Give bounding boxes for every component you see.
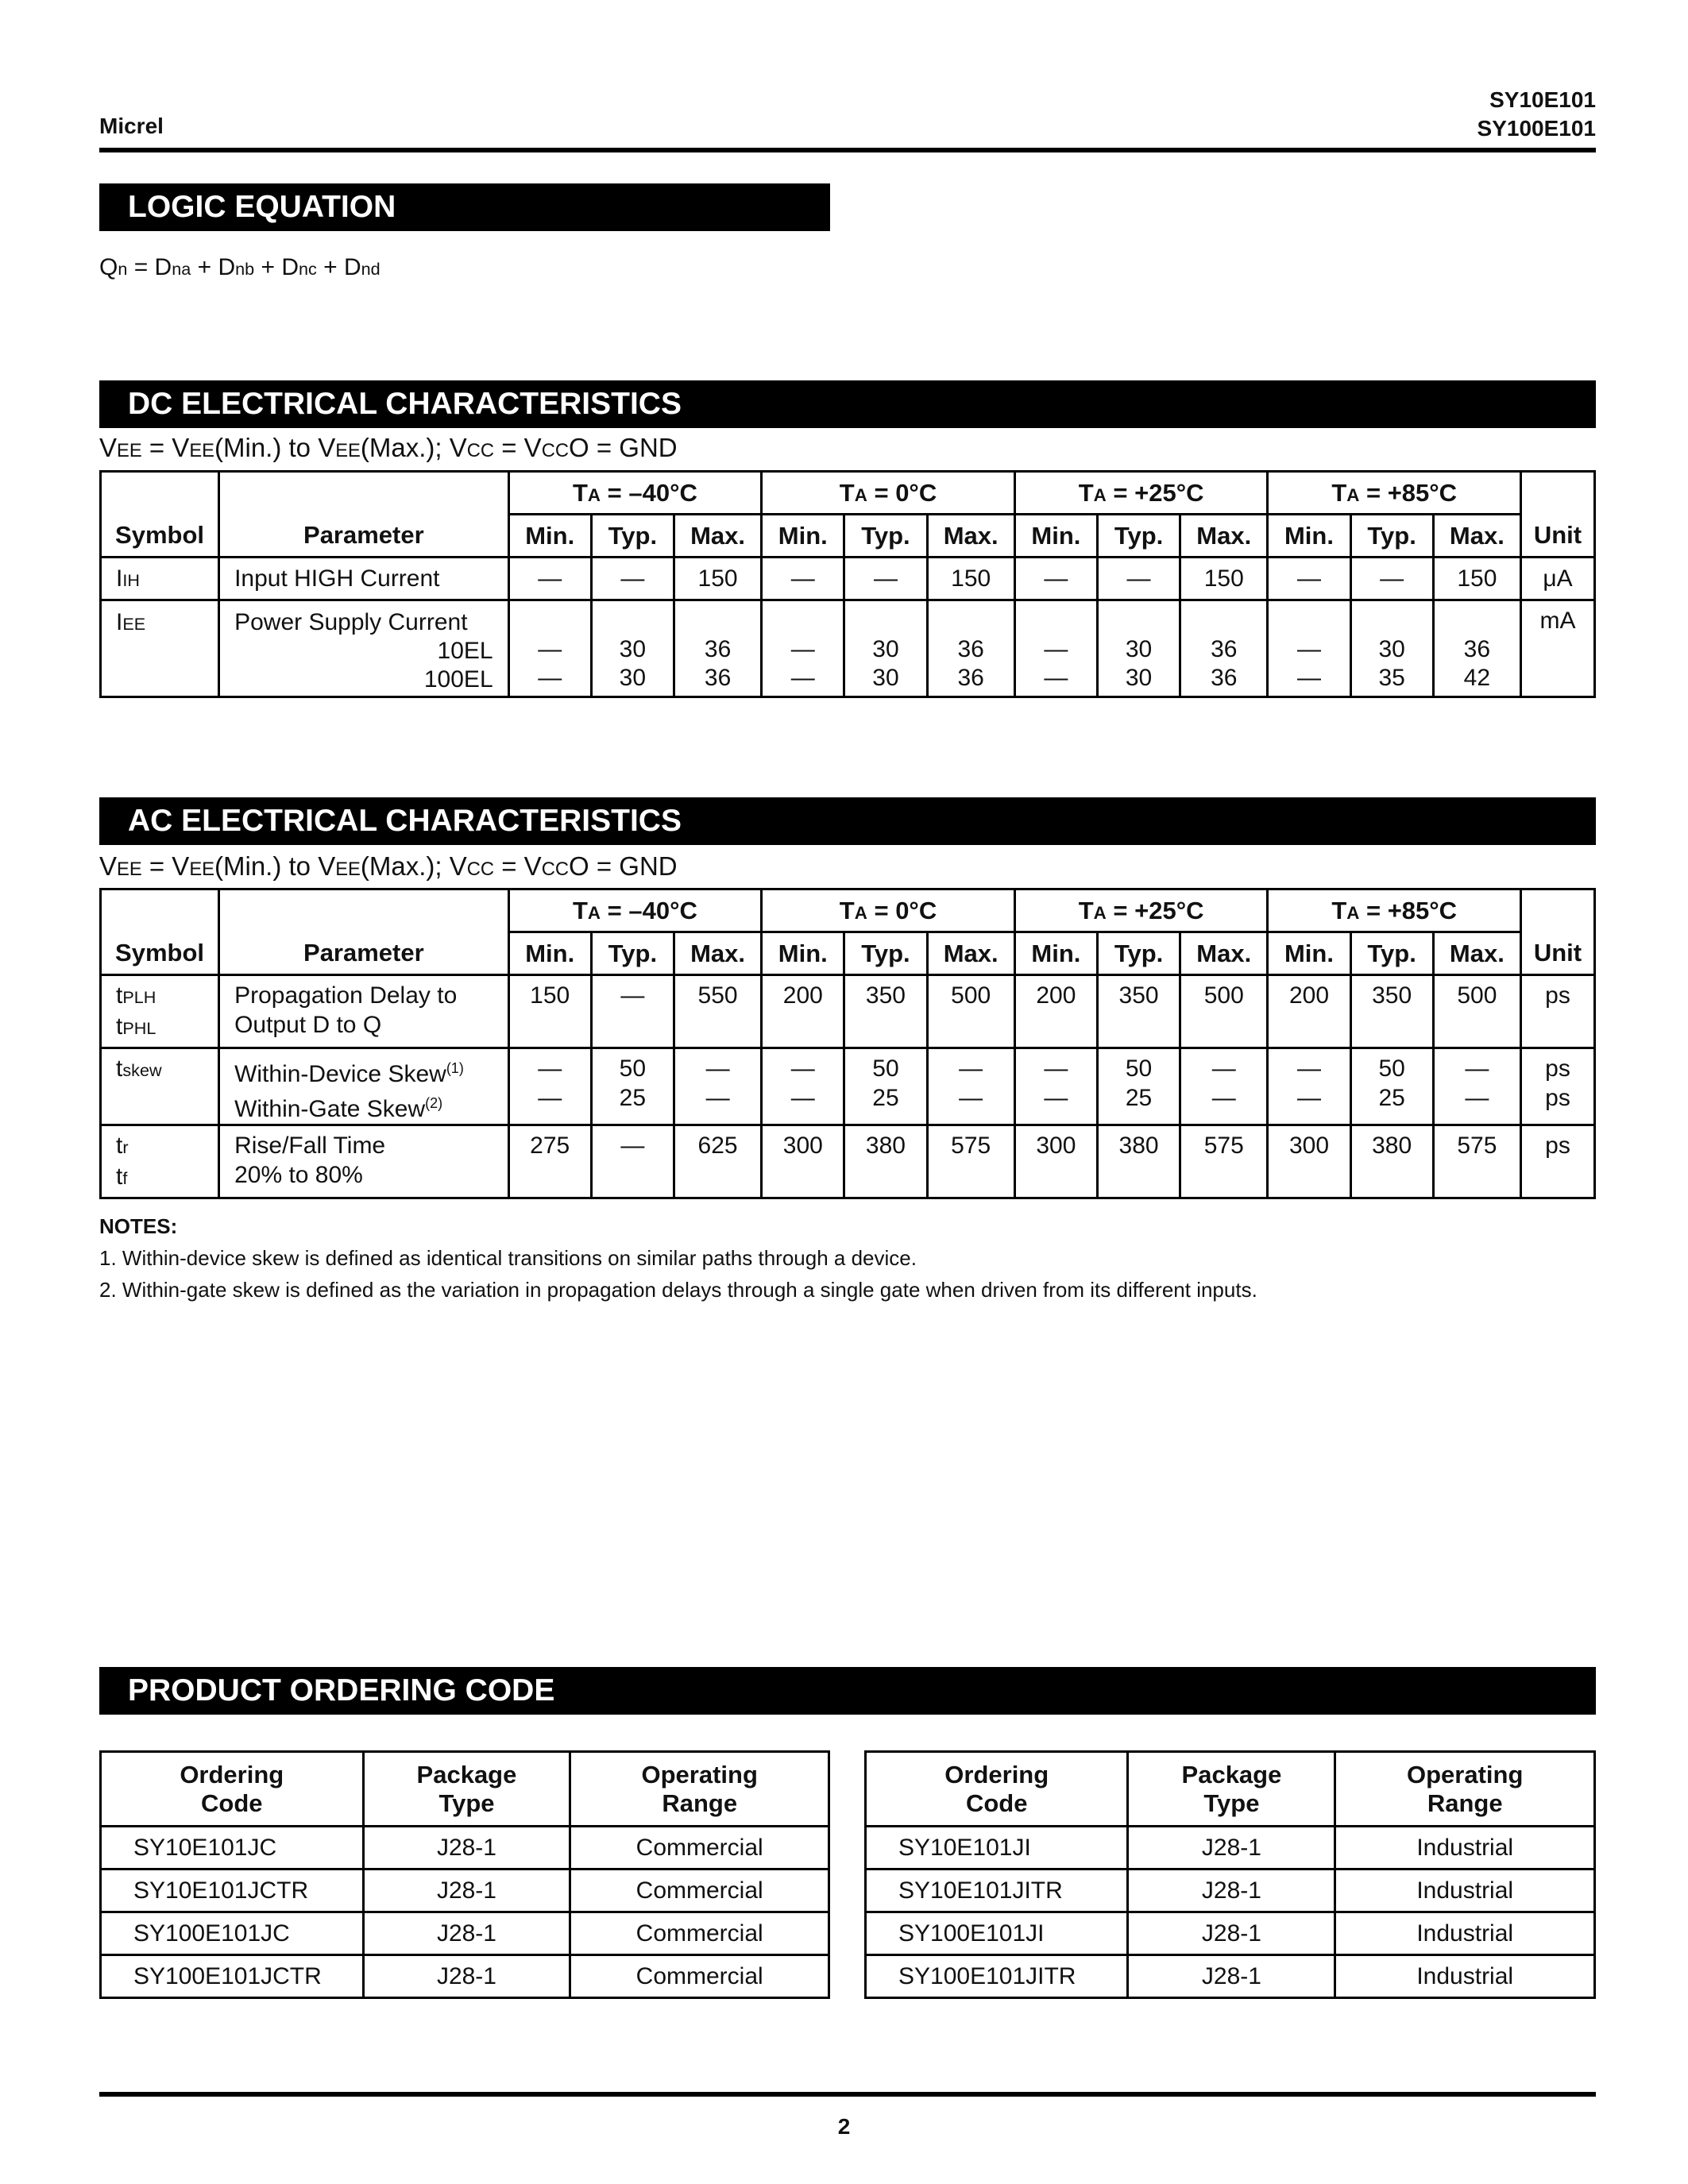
value-cell: 36 36 (927, 600, 1014, 697)
value-cell: 50 25 (1097, 1048, 1180, 1125)
value-cell: — (591, 1125, 674, 1198)
value-cell: 36 36 (674, 600, 761, 697)
col-min: Min. (508, 515, 591, 558)
col-parameter: Parameter (219, 472, 509, 558)
value-cell: 50 25 (1350, 1048, 1433, 1125)
package-type-cell: J28-1 (363, 1827, 570, 1870)
table-row (101, 1870, 829, 1912)
parameter-cell: Propagation Delay to Output D to Q (219, 975, 509, 1048)
col-max: Max. (1180, 932, 1268, 975)
col-max: Max. (1433, 932, 1520, 975)
col-typ: Typ. (844, 932, 927, 975)
value-cell: 550 (674, 975, 761, 1048)
parameter-cell: Rise/Fall Time 20% to 80% (219, 1125, 509, 1198)
value-cell: 300 (762, 1125, 844, 1198)
value-cell: — — (1268, 1048, 1350, 1125)
value-cell: 500 (1433, 975, 1520, 1048)
col-unit: Unit (1521, 889, 1595, 975)
col-max: Max. (674, 515, 761, 558)
col-min: Min. (1014, 932, 1097, 975)
value-cell: — — (674, 1048, 761, 1125)
value-cell: 350 (844, 975, 927, 1048)
col-unit: Unit (1521, 472, 1595, 558)
table-row (101, 558, 1595, 600)
col-typ: Typ. (1350, 932, 1433, 975)
operating-range-cell: Industrial (1335, 1955, 1595, 1998)
value-cell: 200 (762, 975, 844, 1048)
value-cell: — — (1268, 600, 1350, 697)
company-name: Micrel (99, 114, 164, 138)
symbol-cell: IIH (101, 558, 219, 600)
value-cell: — (508, 558, 591, 600)
value-cell: 150 (1180, 558, 1268, 600)
dc-characteristics-table (99, 470, 1596, 698)
part-number-1: SY10E101 (1489, 87, 1596, 112)
value-cell: 200 (1014, 975, 1097, 1048)
symbol-cell: tPLH tPHL (101, 975, 219, 1048)
col-max: Max. (927, 515, 1014, 558)
col-min: Min. (1014, 515, 1097, 558)
col-max: Max. (1180, 515, 1268, 558)
value-cell: 380 (1097, 1125, 1180, 1198)
parameter-cell: Within-Device Skew$^{(1)}$ Within-Gate Skew$^{(2)}$ (219, 1048, 509, 1125)
temp-header-1: TA = 0°C (762, 889, 1015, 932)
ordering-code-title: PRODUCT ORDERING CODE (99, 1667, 1596, 1715)
notes (99, 1210, 1257, 1306)
value-cell: — (591, 975, 674, 1048)
temp-header-3: TA = +85°C (1268, 889, 1521, 932)
value-cell: 36 42 (1433, 600, 1520, 697)
package-type-cell: J28-1 (363, 1955, 570, 1998)
dc-condition: VEE = VEE(Min.) to VEE(Max.); VCC = VCCO = GND (99, 433, 678, 462)
value-cell: — — (1014, 1048, 1097, 1125)
value-cell: 350 (1350, 975, 1433, 1048)
value-cell: — — (508, 1048, 591, 1125)
table-row (866, 1827, 1595, 1870)
ordering-code-cell: SY10E101JITR (866, 1870, 1128, 1912)
logic-equation-title: LOGIC EQUATION (99, 183, 830, 231)
value-cell: 150 (674, 558, 761, 600)
table-row (866, 1870, 1595, 1912)
symbol-cell: tskew (101, 1048, 219, 1125)
table-row (101, 600, 1595, 697)
value-cell: — — (1433, 1048, 1520, 1125)
temp-header-1: TA = 0°C (762, 472, 1015, 515)
package-type-cell: J28-1 (1128, 1955, 1335, 1998)
temp-header-2: TA = +25°C (1014, 472, 1268, 515)
value-cell: 575 (927, 1125, 1014, 1198)
ordering-code-cell: SY10E101JCTR (101, 1870, 364, 1912)
ordering-header-0: Ordering Code (866, 1752, 1128, 1827)
col-typ: Typ. (591, 932, 674, 975)
header-rule (99, 148, 1596, 152)
col-symbol: Symbol (101, 472, 219, 558)
value-cell: — — (762, 1048, 844, 1125)
note-2: 2. Within-gate skew is defined as the variation in propagation delays through a single gate when driven from its different inputs. (99, 1278, 1257, 1302)
table-row (101, 975, 1595, 1048)
package-type-cell: J28-1 (1128, 1870, 1335, 1912)
col-symbol: Symbol (101, 889, 219, 975)
ordering-header-0: Ordering Code (101, 1752, 364, 1827)
ordering-code-cell: SY100E101JC (101, 1912, 364, 1955)
value-cell: 500 (1180, 975, 1268, 1048)
value-cell: — (1014, 558, 1097, 600)
col-max: Max. (1433, 515, 1520, 558)
value-cell: — (1268, 558, 1350, 600)
col-typ: Typ. (1097, 515, 1180, 558)
operating-range-cell: Industrial (1335, 1912, 1595, 1955)
value-cell: 150 (927, 558, 1014, 600)
col-min: Min. (1268, 932, 1350, 975)
value-cell: 380 (1350, 1125, 1433, 1198)
ordering-code-cell: SY100E101JI (866, 1912, 1128, 1955)
operating-range-cell: Commercial (570, 1955, 829, 1998)
value-cell: 575 (1180, 1125, 1268, 1198)
value-cell: 300 (1268, 1125, 1350, 1198)
package-type-cell: J28-1 (1128, 1912, 1335, 1955)
value-cell: — (1097, 558, 1180, 600)
ordering-code-cell: SY10E101JI (866, 1827, 1128, 1870)
value-cell: — (844, 558, 927, 600)
value-cell: 150 (508, 975, 591, 1048)
table-row (101, 1048, 1595, 1125)
value-cell: 50 25 (844, 1048, 927, 1125)
value-cell: — — (1180, 1048, 1268, 1125)
table-row (101, 1125, 1595, 1198)
unit-cell: mA (1521, 600, 1595, 697)
ordering-header-1: Package Type (363, 1752, 570, 1827)
ac-condition: VEE = VEE(Min.) to VEE(Max.); VCC = VCCO = GND (99, 851, 678, 881)
value-cell: — — (1014, 600, 1097, 697)
value-cell: — (1350, 558, 1433, 600)
col-typ: Typ. (844, 515, 927, 558)
package-type-cell: J28-1 (363, 1870, 570, 1912)
value-cell: 500 (927, 975, 1014, 1048)
parameter-cell: Power Supply Current 10EL 100EL (219, 600, 509, 697)
ordering-header-2: Operating Range (570, 1752, 829, 1827)
col-min: Min. (762, 932, 844, 975)
col-typ: Typ. (1350, 515, 1433, 558)
table-row (101, 1912, 829, 1955)
col-typ: Typ. (591, 515, 674, 558)
value-cell: — — (762, 600, 844, 697)
col-min: Min. (508, 932, 591, 975)
unit-cell: ps (1521, 975, 1595, 1048)
operating-range-cell: Commercial (570, 1912, 829, 1955)
dc-characteristics-title: DC ELECTRICAL CHARACTERISTICS (99, 380, 1596, 428)
temp-header-0: TA = –40°C (508, 889, 762, 932)
ordering-table-commercial (99, 1750, 830, 1999)
table-row (866, 1912, 1595, 1955)
col-max: Max. (927, 932, 1014, 975)
value-cell: — (591, 558, 674, 600)
table-row (101, 1827, 829, 1870)
value-cell: 200 (1268, 975, 1350, 1048)
col-min: Min. (762, 515, 844, 558)
value-cell: 36 36 (1180, 600, 1268, 697)
temp-header-2: TA = +25°C (1014, 889, 1268, 932)
package-type-cell: J28-1 (1128, 1827, 1335, 1870)
ordering-table-industrial (864, 1750, 1596, 1999)
footer-rule (99, 2092, 1596, 2097)
symbol-cell: tr tf (101, 1125, 219, 1198)
table-row (866, 1955, 1595, 1998)
operating-range-cell: Industrial (1335, 1827, 1595, 1870)
ordering-code-cell: SY10E101JC (101, 1827, 364, 1870)
ac-characteristics-table (99, 888, 1596, 1199)
temp-header-0: TA = –40°C (508, 472, 762, 515)
operating-range-cell: Commercial (570, 1827, 829, 1870)
ordering-header-2: Operating Range (1335, 1752, 1595, 1827)
value-cell: 30 30 (591, 600, 674, 697)
package-type-cell: J28-1 (363, 1912, 570, 1955)
value-cell: 380 (844, 1125, 927, 1198)
symbol-cell: IEE (101, 600, 219, 697)
ordering-code-cell: SY100E101JITR (866, 1955, 1128, 1998)
value-cell: 30 30 (844, 600, 927, 697)
ordering-header-1: Package Type (1128, 1752, 1335, 1827)
operating-range-cell: Industrial (1335, 1870, 1595, 1912)
value-cell: 275 (508, 1125, 591, 1198)
value-cell: 300 (1014, 1125, 1097, 1198)
value-cell: 50 25 (591, 1048, 674, 1125)
part-numbers (1477, 86, 1596, 143)
unit-cell: ps ps (1521, 1048, 1595, 1125)
value-cell: 350 (1097, 975, 1180, 1048)
value-cell: — — (927, 1048, 1014, 1125)
value-cell: 150 (1433, 558, 1520, 600)
col-max: Max. (674, 932, 761, 975)
value-cell: 625 (674, 1125, 761, 1198)
ac-characteristics-title: AC ELECTRICAL CHARACTERISTICS (99, 797, 1596, 845)
unit-cell: ps (1521, 1125, 1595, 1198)
col-min: Min. (1268, 515, 1350, 558)
note-1: 1. Within-device skew is defined as identical transitions on similar paths through a device. (99, 1246, 917, 1270)
operating-range-cell: Commercial (570, 1870, 829, 1912)
value-cell: 30 35 (1350, 600, 1433, 697)
unit-cell: μA (1521, 558, 1595, 600)
temp-header-3: TA = +85°C (1268, 472, 1521, 515)
value-cell: 575 (1433, 1125, 1520, 1198)
value-cell: — (762, 558, 844, 600)
page-number: 2 (837, 2114, 851, 2139)
notes-title: NOTES: (99, 1214, 178, 1238)
ordering-code-cell: SY100E101JCTR (101, 1955, 364, 1998)
logic-equation: Qn = Dna + Dnb + Dnc + Dnd (99, 254, 380, 280)
table-row (101, 1955, 829, 1998)
value-cell: — — (508, 600, 591, 697)
col-parameter: Parameter (219, 889, 509, 975)
value-cell: 30 30 (1097, 600, 1180, 697)
part-number-2: SY100E101 (1477, 116, 1596, 141)
parameter-cell: Input HIGH Current (219, 558, 509, 600)
col-typ: Typ. (1097, 932, 1180, 975)
